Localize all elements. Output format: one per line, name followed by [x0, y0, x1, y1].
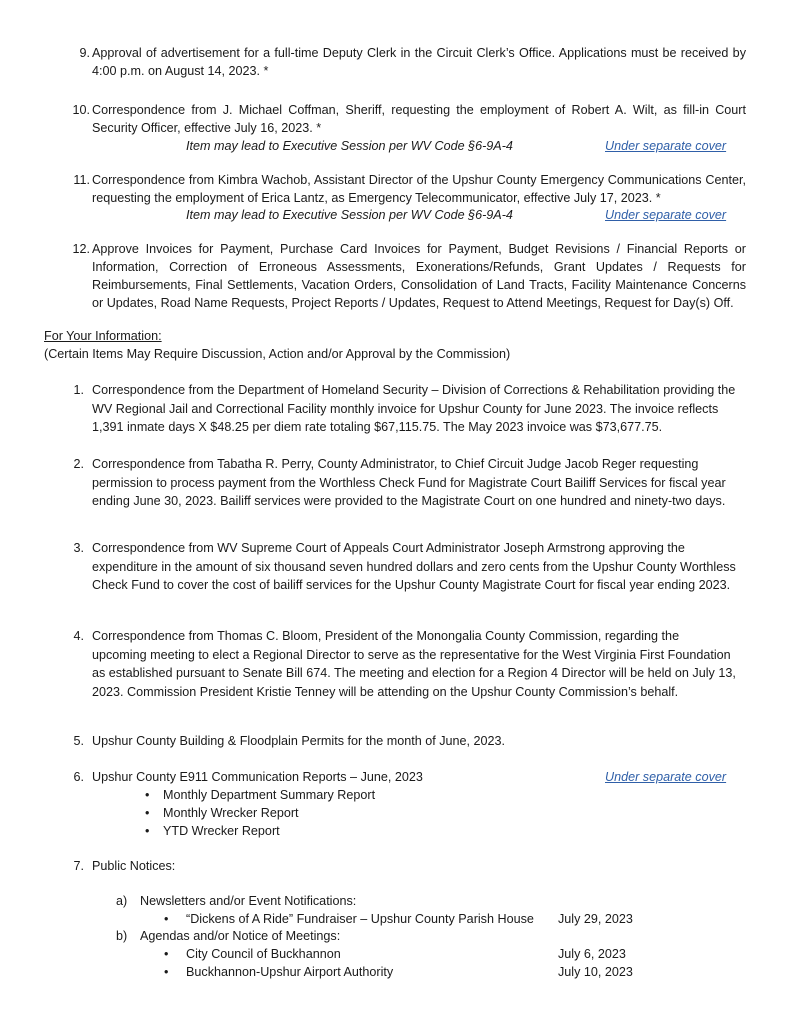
item-number: 4.	[73, 629, 84, 643]
category-label: b)	[116, 929, 128, 943]
item-number: 6.	[73, 770, 84, 784]
item-number: 10.	[72, 103, 90, 117]
item-number: 7.	[73, 859, 84, 873]
under-separate-cover-link[interactable]: Under separate cover	[605, 770, 727, 784]
item-number: 9.	[79, 46, 90, 60]
category-label: a)	[116, 894, 128, 908]
bullet-icon: •	[145, 806, 150, 820]
item-number: 3.	[73, 541, 84, 555]
notice-date: July 6, 2023	[558, 947, 626, 961]
bullet-icon: •	[145, 788, 150, 802]
item-number: 11.	[73, 173, 90, 187]
item-text: Upshur County Building & Floodplain Permits for the month of June, 2023.	[92, 734, 506, 748]
bullet-icon: •	[164, 947, 169, 961]
under-separate-cover-link[interactable]: Under separate cover	[605, 139, 727, 153]
item-text: Correspondence from J. Michael Coffman, Sheriff, requesting the employment of Robert A. Wilt, as fill-in Court Security Officer, effective July 16, 2023. *	[92, 103, 746, 135]
item-number: 2.	[73, 457, 84, 471]
notice-date: July 29, 2023	[558, 912, 633, 926]
item-number: 5.	[73, 734, 84, 748]
executive-session-note: Item may lead to Executive Session per WV Code §6-9A-4	[186, 139, 513, 153]
bullet-icon: •	[164, 965, 169, 979]
item-text: Correspondence from WV Supreme Court of Appeals Court Administrator Joseph Armstrong approving the expenditure in the amount of six thousand seven hundred dollars and zero cents from the Upshur County Worthless Check Fund to cover the cost of bailiff services for the Upshur County Magistrate Court for fiscal year ending 2023.	[92, 541, 736, 592]
item-text: Correspondence from Thomas C. Bloom, President of the Monongalia County Commission, regarding the upcoming meeting to elect a Regional Director to serve as the representative for the West Virginia First Foundation as established pursuant to Senate Bill 674. The meeting and election for a Region 4 Director will be held on July 13, 2023. Commission President Kristie Tenney will be attending on the Upshur County Commission’s behalf.	[92, 629, 736, 699]
item-number: 1.	[73, 383, 84, 397]
item-text: Correspondence from Kimbra Wachob, Assistant Director of the Upshur County Emergency Communications Center, requesting the employment of Erica Lantz, as Emergency Telecommunicator, effective July 17, 2023. *	[92, 173, 746, 205]
item-text: Public Notices:	[92, 859, 176, 873]
bullet-icon: •	[145, 824, 150, 838]
item-text: Upshur County E911 Communication Reports – June, 2023	[92, 770, 423, 784]
notice-text: Buckhannon-Upshur Airport Authority	[186, 965, 394, 979]
item-text: Correspondence from Tabatha R. Perry, County Administrator, to Chief Circuit Judge Jacob Reger requesting permission to process payment from the Worthless Check Fund for Magistrate Court Bailiff Services for fiscal year ending June 30, 2023. Bailiff services were provided to the Magistrate Court on one hundred and ninety-two days.	[92, 457, 726, 508]
notice-date: July 10, 2023	[558, 965, 633, 979]
category-text: Agendas and/or Notice of Meetings:	[140, 929, 341, 943]
bullet-icon: •	[164, 912, 169, 926]
item-number: 12.	[72, 242, 90, 256]
bullet-text: Monthly Department Summary Report	[163, 788, 376, 802]
bullet-text: Monthly Wrecker Report	[163, 806, 299, 820]
category-text: Newsletters and/or Event Notifications:	[140, 894, 357, 908]
bullet-text: YTD Wrecker Report	[163, 824, 280, 838]
item-text: Approve Invoices for Payment, Purchase Card Invoices for Payment, Budget Revisions / Financial Reports or Information, Correction of Erroneous Assessments, Exonerations/Refunds, Grant Updates / Requests for Reimbursements, Final Settlements, Vacation Orders, Consolidation of Land Tracts, Facility Maintenance Concerns or Updates, Road Name Requests, Project Reports / Updates, Request to Attend Meetings, Request for Day(s) Off.	[92, 242, 746, 310]
item-text: Approval of advertisement for a full-time Deputy Clerk in the Circuit Clerk’s Office. Applications must be received by 4:00 p.m. on August 14, 2023. *	[92, 46, 746, 78]
notice-text: “Dickens of A Ride” Fundraiser – Upshur County Parish House	[186, 912, 534, 926]
item-text: Correspondence from the Department of Homeland Security – Division of Corrections & Rehabilitation providing the WV Regional Jail and Correctional Facility monthly invoice for Upshur County for June 2023. The invoice reflects 1,391 inmate days X $48.25 per diem rate totaling $67,115.75. The May 2023 invoice was $73,677.75.	[92, 383, 736, 434]
fyi-heading: For Your Information:	[44, 329, 162, 343]
under-separate-cover-link[interactable]: Under separate cover	[605, 208, 727, 222]
executive-session-note: Item may lead to Executive Session per WV Code §6-9A-4	[186, 208, 513, 222]
notice-text: City Council of Buckhannon	[186, 947, 341, 961]
fyi-subheading: (Certain Items May Require Discussion, Action and/or Approval by the Commission)	[44, 347, 511, 361]
